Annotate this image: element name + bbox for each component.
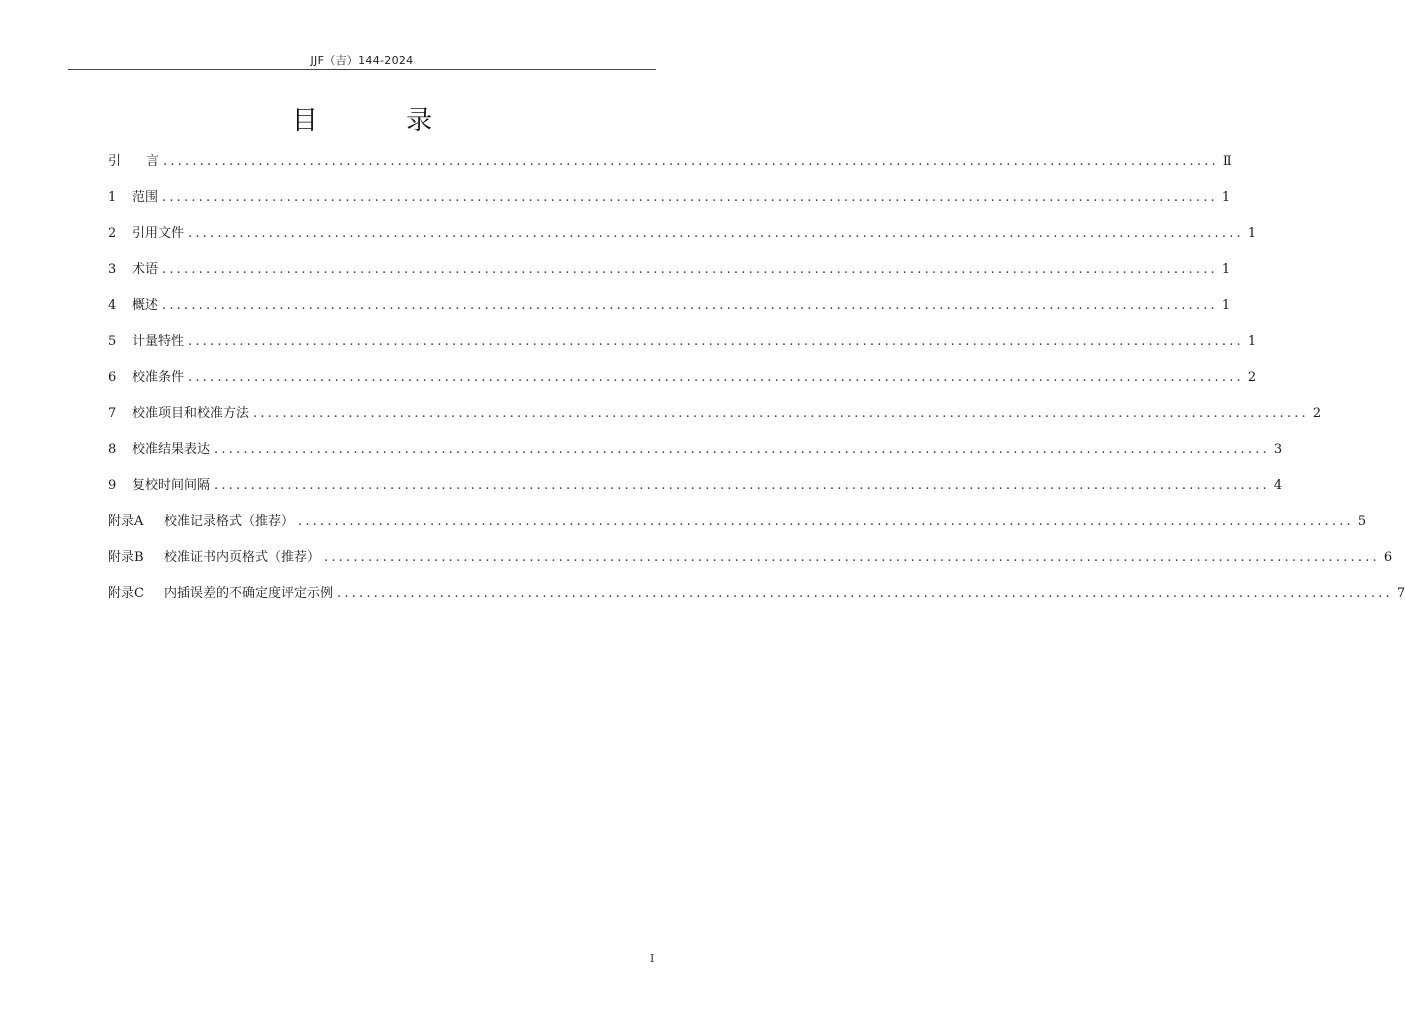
toc-entry-appendix-b[interactable] bbox=[108, 545, 1393, 581]
toc-entry-number: 6 bbox=[108, 370, 117, 385]
toc-entry-label bbox=[108, 473, 210, 499]
toc-entry-number: 3 bbox=[108, 262, 117, 277]
toc-leader-dots: ................................................................................................................................................ bbox=[188, 226, 1244, 241]
toc-page-number: 5 bbox=[1357, 514, 1367, 529]
toc-page-number: 3 bbox=[1273, 442, 1283, 457]
toc-leader-dots: ................................................................................................................................................ bbox=[337, 586, 1393, 601]
toc-entry-label bbox=[108, 257, 158, 283]
toc-entry-label bbox=[108, 329, 184, 355]
toc-entry-references[interactable] bbox=[108, 221, 1257, 257]
toc-leader-dots: ................................................................................................................................................ bbox=[188, 334, 1244, 349]
toc-entry-number: 附录C bbox=[108, 586, 144, 601]
toc-entry-calibration-items-methods[interactable] bbox=[108, 401, 1322, 437]
toc-page-number: 1 bbox=[1247, 226, 1257, 241]
toc-entry-title: 校准条件 bbox=[132, 370, 185, 385]
toc-title: 目 录 bbox=[291, 106, 473, 136]
toc-leader-dots: ................................................................................................................................................ bbox=[253, 406, 1309, 421]
toc-page-number: 1 bbox=[1247, 334, 1257, 349]
toc-leader-dots: ................................................................................................................................................ bbox=[214, 442, 1270, 457]
toc-page-number: 6 bbox=[1383, 550, 1393, 565]
toc-entry-scope[interactable] bbox=[108, 185, 1231, 221]
toc-entry-number: 附录B bbox=[108, 550, 144, 565]
toc-entry-title: 内插误差的不确定度评定示例 bbox=[164, 586, 334, 601]
toc-entry-title: 校准项目和校准方法 bbox=[132, 406, 250, 421]
toc-entry-number: 1 bbox=[108, 190, 117, 205]
toc-entry-label bbox=[108, 437, 210, 463]
page-header-standard-code: JJF（吉）144-2024 bbox=[310, 54, 414, 67]
toc-entry-title: 引用文件 bbox=[132, 226, 185, 241]
toc-entry-title: 校准证书内页格式（推荐） bbox=[164, 550, 321, 565]
toc-leader-dots: ................................................................................................................................................ bbox=[162, 262, 1218, 277]
toc-page-number: 2 bbox=[1312, 406, 1322, 421]
toc-page-number: Ⅱ bbox=[1222, 154, 1232, 169]
toc-entry-title: 言 bbox=[146, 154, 160, 169]
toc-entry-label bbox=[108, 401, 249, 427]
toc-entry-number: 2 bbox=[108, 226, 117, 241]
toc-entry-calibration-results[interactable] bbox=[108, 437, 1283, 473]
toc-page-number: 7 bbox=[1396, 586, 1405, 601]
toc-entry-title: 校准记录格式（推荐） bbox=[164, 514, 295, 529]
toc-leader-dots: ................................................................................................................................................ bbox=[163, 154, 1219, 169]
toc-entry-title: 校准结果表达 bbox=[132, 442, 211, 457]
toc-entry-terms[interactable] bbox=[108, 257, 1231, 293]
toc-entry-label bbox=[108, 185, 158, 211]
toc-entry-number: 5 bbox=[108, 334, 117, 349]
toc-entry-appendix-c[interactable] bbox=[108, 581, 1405, 617]
toc-entry-label bbox=[108, 365, 184, 391]
toc-entry-title: 概述 bbox=[132, 298, 159, 313]
toc-entry-number: 8 bbox=[108, 442, 117, 457]
toc-entry-recalibration-interval[interactable] bbox=[108, 473, 1283, 509]
toc-entry-label bbox=[108, 149, 159, 175]
toc-entry-overview[interactable] bbox=[108, 293, 1231, 329]
toc-leader-dots: ................................................................................................................................................ bbox=[162, 298, 1218, 313]
toc-entry-title: 术语 bbox=[132, 262, 159, 277]
toc-page-number: 1 bbox=[1221, 262, 1231, 277]
toc-leader-dots: ................................................................................................................................................ bbox=[188, 370, 1244, 385]
toc-entry-foreword[interactable] bbox=[108, 149, 1232, 185]
page-folio-number: I bbox=[650, 952, 655, 965]
toc-page-number: 1 bbox=[1221, 298, 1231, 313]
table-of-contents bbox=[108, 149, 1405, 617]
toc-entry-title: 复校时间间隔 bbox=[132, 478, 211, 493]
header-rule bbox=[68, 69, 656, 70]
toc-leader-dots: ................................................................................................................................................ bbox=[324, 550, 1380, 565]
toc-leader-dots: ................................................................................................................................................ bbox=[214, 478, 1270, 493]
toc-entry-number: 附录A bbox=[108, 514, 144, 529]
toc-entry-appendix-a[interactable] bbox=[108, 509, 1367, 545]
toc-entry-metrological-characteristics[interactable] bbox=[108, 329, 1257, 365]
toc-entry-label bbox=[108, 581, 333, 607]
toc-entry-label bbox=[108, 545, 320, 571]
toc-entry-label bbox=[108, 293, 158, 319]
toc-entry-label bbox=[108, 509, 294, 535]
toc-leader-dots: ................................................................................................................................................ bbox=[298, 514, 1354, 529]
toc-entry-calibration-conditions[interactable] bbox=[108, 365, 1257, 401]
toc-entry-title: 计量特性 bbox=[132, 334, 185, 349]
toc-entry-number: 引 bbox=[108, 154, 122, 169]
toc-entry-number: 7 bbox=[108, 406, 117, 421]
toc-entry-number: 4 bbox=[108, 298, 117, 313]
toc-page-number: 4 bbox=[1273, 478, 1283, 493]
toc-leader-dots: ................................................................................................................................................ bbox=[162, 190, 1218, 205]
toc-page-number: 1 bbox=[1221, 190, 1231, 205]
toc-entry-title: 范围 bbox=[132, 190, 159, 205]
toc-entry-label bbox=[108, 221, 184, 247]
toc-page-number: 2 bbox=[1247, 370, 1257, 385]
toc-entry-number: 9 bbox=[108, 478, 117, 493]
